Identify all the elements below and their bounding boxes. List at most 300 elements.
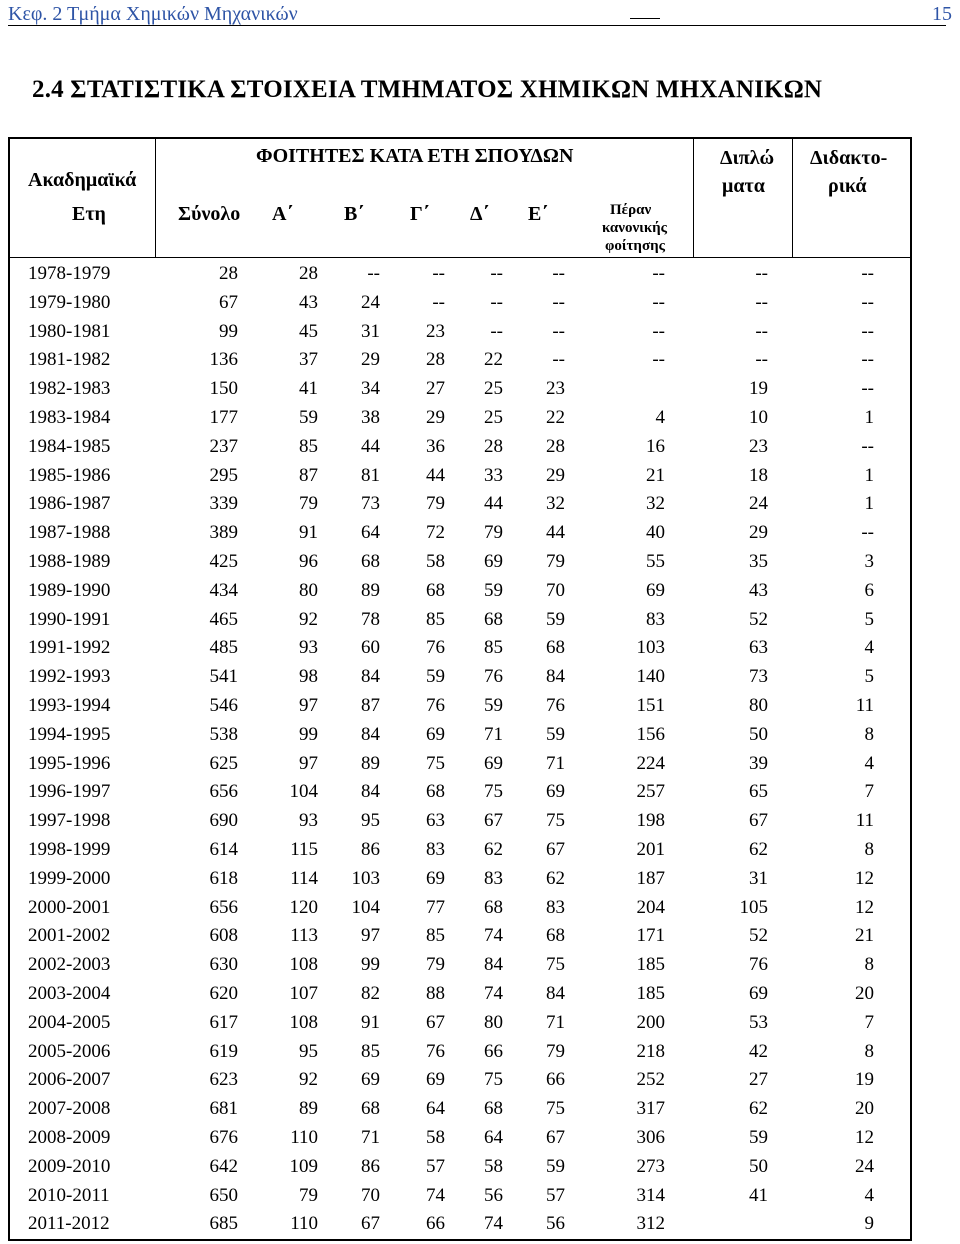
cell-diplomas: 105 — [739, 896, 768, 918]
cell-a: 96 — [299, 551, 318, 572]
cell-d: 84 — [484, 954, 503, 976]
cell-phd: 7 — [864, 1011, 874, 1033]
table-row — [10, 520, 910, 549]
cell-d: 44 — [484, 493, 503, 515]
cell-b: 91 — [361, 1011, 380, 1033]
cell-diplomas: 80 — [749, 695, 768, 716]
cell-d: 71 — [484, 723, 503, 745]
cell-beyond: 252 — [636, 1069, 665, 1091]
cell-b: 86 — [361, 1155, 380, 1177]
col-header-total: Σύνολο — [178, 203, 241, 225]
cell-g: 57 — [426, 1155, 445, 1177]
cell-phd: 21 — [855, 925, 874, 947]
cell-year: 1987-1988 — [28, 522, 111, 544]
cell-year: 1996-1997 — [28, 781, 111, 803]
cell-g: 69 — [426, 867, 445, 889]
cell-g: 88 — [426, 983, 445, 1004]
cell-diplomas: 65 — [749, 781, 768, 803]
table-row — [10, 1067, 910, 1096]
cell-b: 87 — [361, 695, 380, 716]
table-row — [10, 434, 910, 463]
cell-d: 69 — [484, 752, 503, 774]
cell-total: 690 — [209, 810, 238, 832]
cell-e: 75 — [546, 810, 565, 832]
table-row — [10, 607, 910, 636]
cell-total: 656 — [209, 896, 238, 918]
cell-beyond: 103 — [636, 637, 665, 659]
header-rule — [8, 25, 946, 26]
col-header-year-line1: Ακαδημαϊκά — [28, 169, 137, 191]
cell-beyond: 69 — [646, 579, 665, 601]
cell-a: 115 — [290, 839, 318, 860]
cell-a: 120 — [289, 896, 318, 918]
table-row — [10, 779, 910, 808]
cell-phd: 1 — [864, 464, 874, 486]
table-row — [10, 981, 910, 1010]
cell-year: 1980-1981 — [28, 320, 111, 342]
cell-total: 656 — [209, 781, 238, 803]
cell-year: 1978-1979 — [28, 263, 111, 284]
cell-b: 68 — [361, 1098, 380, 1120]
cell-a: 97 — [299, 752, 318, 774]
cell-total: 150 — [209, 378, 238, 400]
cell-b: 103 — [351, 867, 380, 889]
cell-e: 71 — [546, 752, 565, 774]
cell-year: 1997-1998 — [28, 810, 111, 832]
cell-year: 1999-2000 — [28, 867, 111, 889]
cell-year: 1981-1982 — [28, 349, 111, 371]
cell-phd: 8 — [864, 1040, 874, 1062]
cell-phd: 20 — [855, 983, 874, 1004]
cell-b: 38 — [361, 407, 380, 428]
cell-year: 2009-2010 — [28, 1155, 111, 1177]
cell-a: 110 — [290, 1127, 318, 1148]
cell-diplomas: 52 — [749, 925, 768, 947]
cell-e: 23 — [546, 378, 565, 400]
cell-phd: 20 — [855, 1098, 874, 1120]
cell-g: 64 — [426, 1098, 445, 1120]
cell-year: 1992-1993 — [28, 666, 111, 688]
cell-a: 98 — [299, 666, 318, 688]
table-row — [10, 1211, 910, 1240]
table-row — [10, 549, 910, 578]
cell-total: 99 — [219, 320, 238, 342]
cell-total: 630 — [209, 954, 238, 976]
cell-diplomas: 53 — [749, 1011, 768, 1033]
cell-g: 75 — [426, 752, 445, 774]
cell-year: 2008-2009 — [28, 1127, 111, 1148]
cell-total: 136 — [209, 349, 238, 371]
cell-g: 59 — [426, 666, 445, 688]
cell-total: 623 — [209, 1069, 238, 1091]
cell-d: 68 — [484, 1098, 503, 1120]
cell-b: 31 — [361, 320, 380, 342]
cell-year: 1990-1991 — [28, 608, 111, 630]
cell-g: 66 — [426, 1213, 445, 1235]
cell-beyond: 187 — [636, 867, 665, 889]
cell-phd: 12 — [855, 867, 874, 889]
cell-e: 59 — [546, 608, 565, 630]
cell-a: 91 — [299, 522, 318, 544]
header-divider-year — [155, 139, 156, 257]
cell-phd: 5 — [864, 666, 874, 688]
cell-g: 27 — [426, 378, 445, 400]
cell-diplomas: -- — [755, 263, 768, 284]
cell-d: 67 — [484, 810, 503, 832]
cell-b: 97 — [361, 925, 380, 947]
cell-e: 75 — [546, 954, 565, 976]
cell-total: 237 — [209, 435, 238, 457]
cell-b: 69 — [361, 1069, 380, 1091]
cell-b: 71 — [361, 1127, 380, 1148]
cell-e: 84 — [546, 983, 565, 1004]
cell-year: 1998-1999 — [28, 839, 111, 860]
cell-b: 89 — [361, 752, 380, 774]
cell-g: 74 — [426, 1184, 445, 1206]
cell-phd: -- — [861, 435, 874, 457]
cell-e: 69 — [546, 781, 565, 803]
cell-b: 68 — [361, 551, 380, 572]
cell-d: 85 — [484, 637, 503, 659]
cell-year: 2010-2011 — [28, 1184, 110, 1206]
cell-d: 74 — [484, 925, 503, 947]
cell-e: -- — [552, 349, 565, 371]
cell-g: 77 — [426, 896, 445, 918]
cell-diplomas: 52 — [749, 608, 768, 630]
cell-g: 85 — [426, 608, 445, 630]
cell-g: 29 — [426, 407, 445, 428]
cell-a: 85 — [299, 435, 318, 457]
cell-a: 95 — [299, 1040, 318, 1062]
cell-beyond: 16 — [646, 435, 665, 457]
cell-beyond: 55 — [646, 551, 665, 572]
cell-e: 59 — [546, 723, 565, 745]
cell-d: 74 — [484, 1213, 503, 1235]
cell-beyond: 156 — [636, 723, 665, 745]
cell-year: 1984-1985 — [28, 435, 111, 457]
cell-beyond: 171 — [636, 925, 665, 947]
cell-beyond: 200 — [636, 1011, 665, 1033]
table-row — [10, 1039, 910, 1068]
cell-diplomas: 35 — [749, 551, 768, 572]
cell-year: 1989-1990 — [28, 579, 111, 601]
cell-phd: 5 — [864, 608, 874, 630]
cell-g: 79 — [426, 954, 445, 976]
cell-e: 79 — [546, 1040, 565, 1062]
cell-a: 79 — [299, 493, 318, 515]
cell-diplomas: -- — [755, 291, 768, 313]
cell-e: 44 — [546, 522, 565, 544]
cell-phd: 4 — [864, 637, 874, 659]
cell-e: -- — [552, 291, 565, 313]
cell-g: 63 — [426, 810, 445, 832]
cell-phd: 11 — [855, 695, 874, 716]
cell-phd: -- — [861, 263, 874, 284]
cell-a: 41 — [299, 378, 318, 400]
cell-a: 89 — [299, 1098, 318, 1120]
cell-e: 29 — [546, 464, 565, 486]
cell-beyond: 224 — [636, 752, 665, 774]
table-row — [10, 751, 910, 780]
cell-total: 28 — [219, 263, 238, 284]
cell-e: 68 — [546, 925, 565, 947]
cell-phd: 3 — [864, 551, 874, 572]
cell-year: 1986-1987 — [28, 493, 111, 515]
cell-year: 2005-2006 — [28, 1040, 111, 1062]
cell-a: 97 — [299, 695, 318, 716]
cell-e: 28 — [546, 435, 565, 457]
cell-e: 66 — [546, 1069, 565, 1091]
cell-b: 34 — [361, 378, 380, 400]
cell-a: 108 — [289, 1011, 318, 1033]
cell-total: 465 — [209, 608, 238, 630]
cell-g: 76 — [426, 1040, 445, 1062]
cell-d: 56 — [484, 1184, 503, 1206]
cell-g: 68 — [426, 781, 445, 803]
cell-b: 67 — [361, 1213, 380, 1235]
cell-e: 67 — [546, 839, 565, 860]
cell-e: 70 — [546, 579, 565, 601]
cell-total: 295 — [209, 464, 238, 486]
cell-phd: 24 — [855, 1155, 874, 1177]
cell-total: 619 — [209, 1040, 238, 1062]
cell-b: 99 — [361, 954, 380, 976]
cell-beyond: 312 — [636, 1213, 665, 1235]
cell-b: 84 — [361, 666, 380, 688]
cell-e: 76 — [546, 695, 565, 716]
cell-total: 389 — [209, 522, 238, 544]
cell-diplomas: 18 — [749, 464, 768, 486]
cell-e: -- — [552, 320, 565, 342]
cell-g: 72 — [426, 522, 445, 544]
table-row — [10, 866, 910, 895]
cell-g: 83 — [426, 839, 445, 860]
cell-b: 95 — [361, 810, 380, 832]
cell-d: 58 — [484, 1155, 503, 1177]
cell-d: 59 — [484, 695, 503, 716]
col-header-diplomas-line2: ματα — [722, 175, 765, 197]
cell-year: 1995-1996 — [28, 752, 111, 774]
page-number: 15 — [932, 3, 952, 25]
table-row — [10, 347, 910, 376]
table-row — [10, 290, 910, 319]
cell-total: 67 — [219, 291, 238, 313]
cell-total: 676 — [209, 1127, 238, 1148]
cell-g: 44 — [426, 464, 445, 486]
cell-phd: 6 — [864, 579, 874, 601]
cell-total: 620 — [209, 983, 238, 1004]
cell-beyond: 185 — [636, 983, 665, 1004]
col-header-e: Ε΄ — [528, 203, 548, 225]
cell-beyond: -- — [652, 291, 665, 313]
cell-d: 25 — [484, 407, 503, 428]
cell-e: 83 — [546, 896, 565, 918]
cell-total: 177 — [209, 407, 238, 428]
table-row — [10, 952, 910, 981]
cell-b: 70 — [361, 1184, 380, 1206]
statistics-table — [8, 137, 912, 1241]
cell-year: 2000-2001 — [28, 896, 111, 918]
cell-b: 85 — [361, 1040, 380, 1062]
cell-b: 81 — [361, 464, 380, 486]
cell-a: 104 — [289, 781, 318, 803]
col-header-diplomas-line1: Διπλώ — [720, 147, 775, 169]
cell-total: 485 — [209, 637, 238, 659]
cell-phd: -- — [861, 522, 874, 544]
cell-beyond: 257 — [636, 781, 665, 803]
cell-total: 681 — [209, 1098, 238, 1120]
header-divider-students — [693, 139, 694, 257]
cell-d: 22 — [484, 349, 503, 371]
table-row — [10, 895, 910, 924]
table-row — [10, 722, 910, 751]
cell-b: 84 — [361, 781, 380, 803]
cell-total: 618 — [209, 867, 238, 889]
cell-phd: 8 — [864, 839, 874, 860]
cell-d: 83 — [484, 867, 503, 889]
cell-diplomas: 42 — [749, 1040, 768, 1062]
cell-e: 62 — [546, 867, 565, 889]
col-header-year-line2: Ετη — [72, 203, 106, 225]
cell-a: 108 — [289, 954, 318, 976]
cell-year: 1979-1980 — [28, 291, 111, 313]
cell-diplomas: 23 — [749, 435, 768, 457]
cell-diplomas: -- — [755, 320, 768, 342]
cell-year: 2006-2007 — [28, 1069, 111, 1091]
cell-d: 75 — [484, 1069, 503, 1091]
cell-b: 86 — [361, 839, 380, 860]
cell-phd: 11 — [855, 810, 874, 832]
cell-g: -- — [432, 291, 445, 313]
col-header-beyond-line2: κανονικής — [602, 220, 667, 236]
cell-a: 92 — [299, 1069, 318, 1091]
cell-year: 1985-1986 — [28, 464, 111, 486]
cell-d: 66 — [484, 1040, 503, 1062]
cell-phd: -- — [861, 291, 874, 313]
table-row — [10, 923, 910, 952]
section-title: 2.4 ΣΤΑΤΙΣΤΙΚΑ ΣΤΟΙΧΕΙΑ ΤΜΗΜΑΤΟΣ ΧΗΜΙΚΩΝ ΜΗΧΑΝΙΚΩΝ — [32, 76, 823, 103]
cell-b: 78 — [361, 608, 380, 630]
cell-d: 59 — [484, 579, 503, 601]
cell-phd: 9 — [864, 1213, 874, 1235]
cell-phd: 4 — [864, 752, 874, 774]
cell-a: 28 — [299, 263, 318, 284]
cell-e: 56 — [546, 1213, 565, 1235]
cell-b: 60 — [361, 637, 380, 659]
cell-beyond: 218 — [636, 1040, 665, 1062]
cell-beyond: 140 — [636, 666, 665, 688]
cell-phd: -- — [861, 349, 874, 371]
cell-total: 685 — [209, 1213, 238, 1235]
cell-a: 37 — [299, 349, 318, 371]
cell-b: 104 — [351, 896, 380, 918]
cell-diplomas: 50 — [749, 1155, 768, 1177]
cell-beyond: 204 — [636, 896, 665, 918]
cell-diplomas: 10 — [749, 407, 768, 428]
cell-g: 79 — [426, 493, 445, 515]
cell-total: 541 — [209, 666, 238, 688]
cell-a: 109 — [289, 1155, 318, 1177]
cell-beyond: -- — [652, 320, 665, 342]
cell-g: 58 — [426, 1127, 445, 1148]
cell-beyond: 314 — [636, 1184, 665, 1206]
cell-g: 68 — [426, 579, 445, 601]
cell-d: 69 — [484, 551, 503, 572]
cell-a: 93 — [299, 637, 318, 659]
cell-a: 114 — [290, 867, 318, 889]
cell-diplomas: 59 — [749, 1127, 768, 1148]
group-header-students: ΦΟΙΤΗΤΕΣ ΚΑΤΑ ΕΤΗ ΣΠΟΥΔΩΝ — [256, 145, 574, 167]
cell-d: -- — [490, 263, 503, 284]
cell-e: 59 — [546, 1155, 565, 1177]
cell-diplomas: 24 — [749, 493, 768, 515]
cell-phd: 7 — [864, 781, 874, 803]
cell-a: 45 — [299, 320, 318, 342]
col-header-beyond-line3: φοίτησης — [605, 238, 665, 254]
table-row — [10, 1125, 910, 1154]
cell-b: 24 — [361, 291, 380, 313]
col-header-phd-line1: Διδακτο- — [810, 147, 888, 169]
cell-phd: 1 — [864, 407, 874, 428]
cell-d: 68 — [484, 896, 503, 918]
cell-g: 76 — [426, 695, 445, 716]
cell-beyond: 273 — [636, 1155, 665, 1177]
cell-e: -- — [552, 263, 565, 284]
col-header-d: Δ΄ — [470, 203, 490, 225]
cell-d: 28 — [484, 435, 503, 457]
cell-b: -- — [367, 263, 380, 284]
cell-a: 93 — [299, 810, 318, 832]
cell-diplomas: 62 — [749, 839, 768, 860]
cell-d: 64 — [484, 1127, 503, 1148]
cell-diplomas: 27 — [749, 1069, 768, 1091]
col-header-g: Γ΄ — [410, 203, 430, 225]
cell-diplomas: 29 — [749, 522, 768, 544]
table-row — [10, 837, 910, 866]
cell-year: 1994-1995 — [28, 723, 111, 745]
cell-diplomas: 19 — [749, 378, 768, 400]
cell-g: 36 — [426, 435, 445, 457]
cell-g: 85 — [426, 925, 445, 947]
cell-beyond: 317 — [636, 1098, 665, 1120]
cell-total: 546 — [209, 695, 238, 716]
cell-beyond: -- — [652, 349, 665, 371]
cell-d: 68 — [484, 608, 503, 630]
cell-d: 79 — [484, 522, 503, 544]
header-bottom-rule — [10, 257, 910, 258]
cell-beyond: 4 — [655, 407, 665, 428]
cell-total: 434 — [209, 579, 238, 601]
cell-diplomas: 50 — [749, 723, 768, 745]
cell-year: 2002-2003 — [28, 954, 111, 976]
cell-total: 650 — [209, 1184, 238, 1206]
cell-e: 84 — [546, 666, 565, 688]
cell-phd: 8 — [864, 954, 874, 976]
cell-b: 84 — [361, 723, 380, 745]
cell-phd: -- — [861, 320, 874, 342]
cell-e: 71 — [546, 1011, 565, 1033]
table-row — [10, 376, 910, 405]
table-row — [10, 1096, 910, 1125]
cell-diplomas: 31 — [749, 867, 768, 889]
table-row — [10, 319, 910, 348]
cell-b: 44 — [361, 435, 380, 457]
cell-a: 99 — [299, 723, 318, 745]
cell-a: 79 — [299, 1184, 318, 1206]
cell-phd: 12 — [855, 1127, 874, 1148]
cell-diplomas: 43 — [749, 579, 768, 601]
cell-d: 76 — [484, 666, 503, 688]
